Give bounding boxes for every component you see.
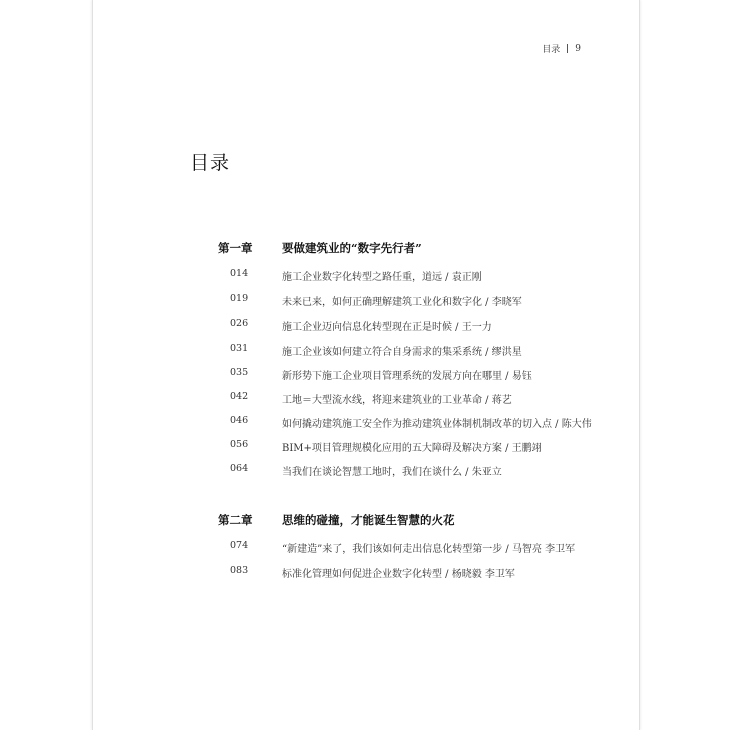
entry-page-number: 074	[230, 540, 249, 551]
entry-title: 施工企业迈向信息化转型现在正是时候 / 王一力	[282, 322, 492, 333]
chapter-title: 思维的碰撞，才能诞生智慧的火花	[282, 513, 455, 527]
running-head-divider	[567, 44, 568, 53]
running-head-section: 目录	[542, 45, 561, 55]
entry-page-number: 035	[230, 367, 249, 378]
entry-title: 新形势下施工企业项目管理系统的发展方向在哪里 / 易钰	[282, 371, 532, 382]
chapter-heading	[218, 240, 422, 256]
toc-entry	[230, 439, 542, 454]
running-head	[542, 42, 581, 55]
toc-entry	[230, 318, 492, 333]
entry-title: 当我们在谈论智慧工地时，我们在谈什么 / 朱亚立	[282, 467, 502, 478]
chapter-number: 第一章	[218, 241, 253, 255]
entry-page-number: 031	[230, 343, 249, 354]
toc-entry	[230, 415, 592, 430]
entry-page-number: 026	[230, 318, 249, 329]
page-number: 9	[575, 43, 581, 54]
page-title: 目录	[190, 152, 231, 174]
entry-page-number: 042	[230, 391, 249, 402]
toc-entry	[230, 463, 502, 478]
entry-title: 标准化管理如何促进企业数字化转型 / 杨晓毅 李卫军	[282, 569, 515, 580]
entry-title: 施工企业该如何建立符合自身需求的集采系统 / 缪洪星	[282, 347, 522, 358]
entry-page-number: 064	[230, 463, 249, 474]
entry-page-number: 083	[230, 565, 249, 576]
entry-title: 如何撬动建筑施工安全作为推动建筑业体制机制改革的切入点 / 陈大伟	[282, 419, 592, 430]
entry-page-number: 046	[230, 415, 249, 426]
book-page	[92, 0, 640, 730]
toc-entry	[230, 293, 522, 308]
toc-entry	[230, 367, 532, 382]
entry-page-number: 019	[230, 293, 249, 304]
entry-title: 未来已来，如何正确理解建筑工业化和数字化 / 李晓军	[282, 297, 522, 308]
toc-entry	[230, 565, 515, 580]
chapter-title: 要做建筑业的“数字先行者”	[282, 241, 422, 255]
entry-title: BIM+项目管理规模化应用的五大障碍及解决方案 / 王鹏翊	[282, 443, 542, 454]
entry-title: 施工企业数字化转型之路任重，道远 / 袁正刚	[282, 272, 482, 283]
entry-title: “新建造”来了，我们该如何走出信息化转型第一步 / 马智亮 李卫军	[282, 544, 576, 555]
entry-title: 工地＝大型流水线，将迎来建筑业的工业革命 / 蒋艺	[282, 395, 512, 406]
toc-entry	[230, 268, 482, 283]
toc-entry	[230, 391, 512, 406]
toc-entry	[230, 540, 575, 555]
entry-page-number: 014	[230, 268, 249, 279]
toc-entry	[230, 343, 522, 358]
entry-page-number: 056	[230, 439, 249, 450]
chapter-number: 第二章	[218, 513, 253, 527]
chapter-heading	[218, 512, 455, 528]
